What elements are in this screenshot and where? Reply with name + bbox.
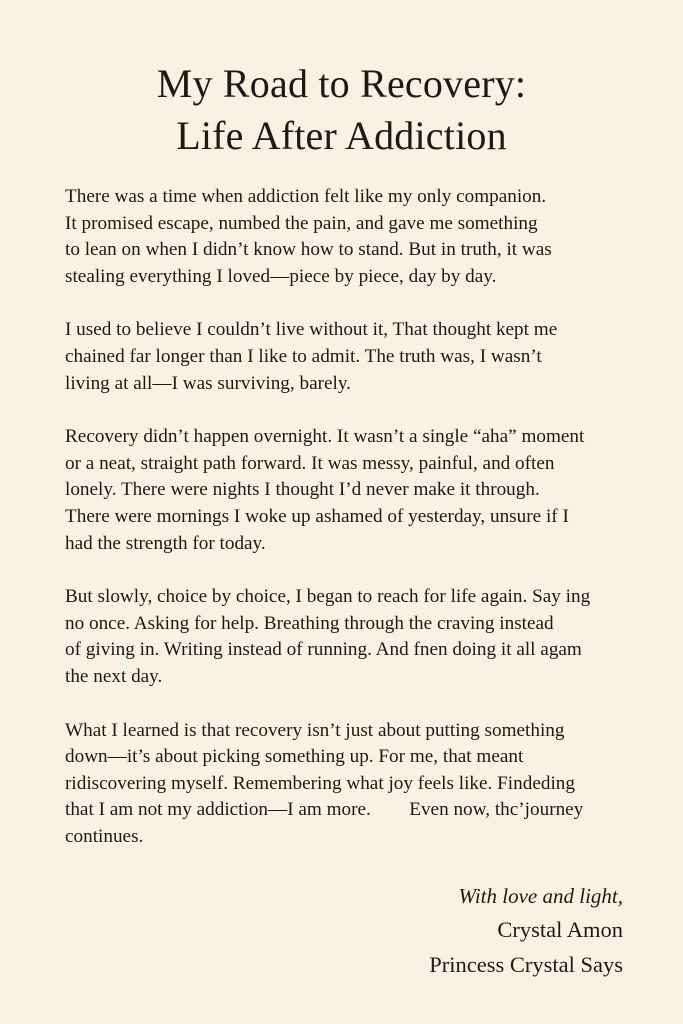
paragraph-3 <box>65 424 665 557</box>
page-title <box>0 58 683 162</box>
article-body <box>65 184 665 877</box>
text-line: ridiscovering myself. Remembering what joy feels like. Findeding <box>65 772 575 794</box>
text-line: It promised escape, numbed the pain, and gave me something <box>65 212 538 234</box>
text-line: stealing everything I loved—piece by piece, day by day. <box>65 265 497 287</box>
text-line: lonely. There were nights I thought I’d never make it through. <box>65 479 540 501</box>
paragraph-5 <box>65 718 665 851</box>
text-line: chained far longer than I like to admit. The truth was, I wasn’t <box>65 345 542 367</box>
text-line: to lean on when I didn’t know how to stand. But in truth, it was <box>65 239 552 261</box>
text-line: Recovery didn’t happen overnight. It wasn’t a single “aha” moment <box>65 426 585 448</box>
text-line: There was a time when addiction felt like my only companion. <box>65 186 547 207</box>
author-alias: Princess Crystal Says <box>429 952 623 977</box>
text-line: continues. <box>65 825 144 847</box>
text-line: I used to believe I couldn’t live without it, That thought kept me <box>65 319 558 341</box>
text-line: What I learned is that recovery isn’t just about putting something <box>65 719 565 741</box>
paragraph-4 <box>65 584 665 690</box>
paragraph-1 <box>65 184 665 290</box>
text-line: the next day. <box>65 665 163 687</box>
text-line: living at all—I was surviving, barely. <box>65 372 351 394</box>
title-line-1: My Road to Recovery: <box>156 61 527 106</box>
paragraph-2 <box>65 317 665 397</box>
author-name: Crystal Amon <box>497 917 623 942</box>
text-line: that I am not my addiction—I am more. Even now, thc’journey <box>65 799 584 821</box>
text-line: no once. Asking for help. Breathing through the craving instead <box>65 612 554 634</box>
title-line-2: Life After Addiction <box>176 113 507 158</box>
text-line: down—it’s about picking something up. For me, that meant <box>65 746 524 768</box>
closing-line: With love and light, <box>458 884 623 908</box>
text-line: or a neat, straight path forward. It was messy, painful, and often <box>65 452 555 474</box>
text-line: of giving in. Writing instead of running. And fnen doing it all agam <box>65 639 582 661</box>
text-line: had the strength for today. <box>65 532 266 554</box>
text-line: But slowly, choice by choice, I began to reach for life again. Say ing <box>65 586 591 608</box>
text-line: There were mornings I woke up ashamed of yesterday, unsure if I <box>65 505 569 527</box>
signature-block <box>429 880 623 982</box>
